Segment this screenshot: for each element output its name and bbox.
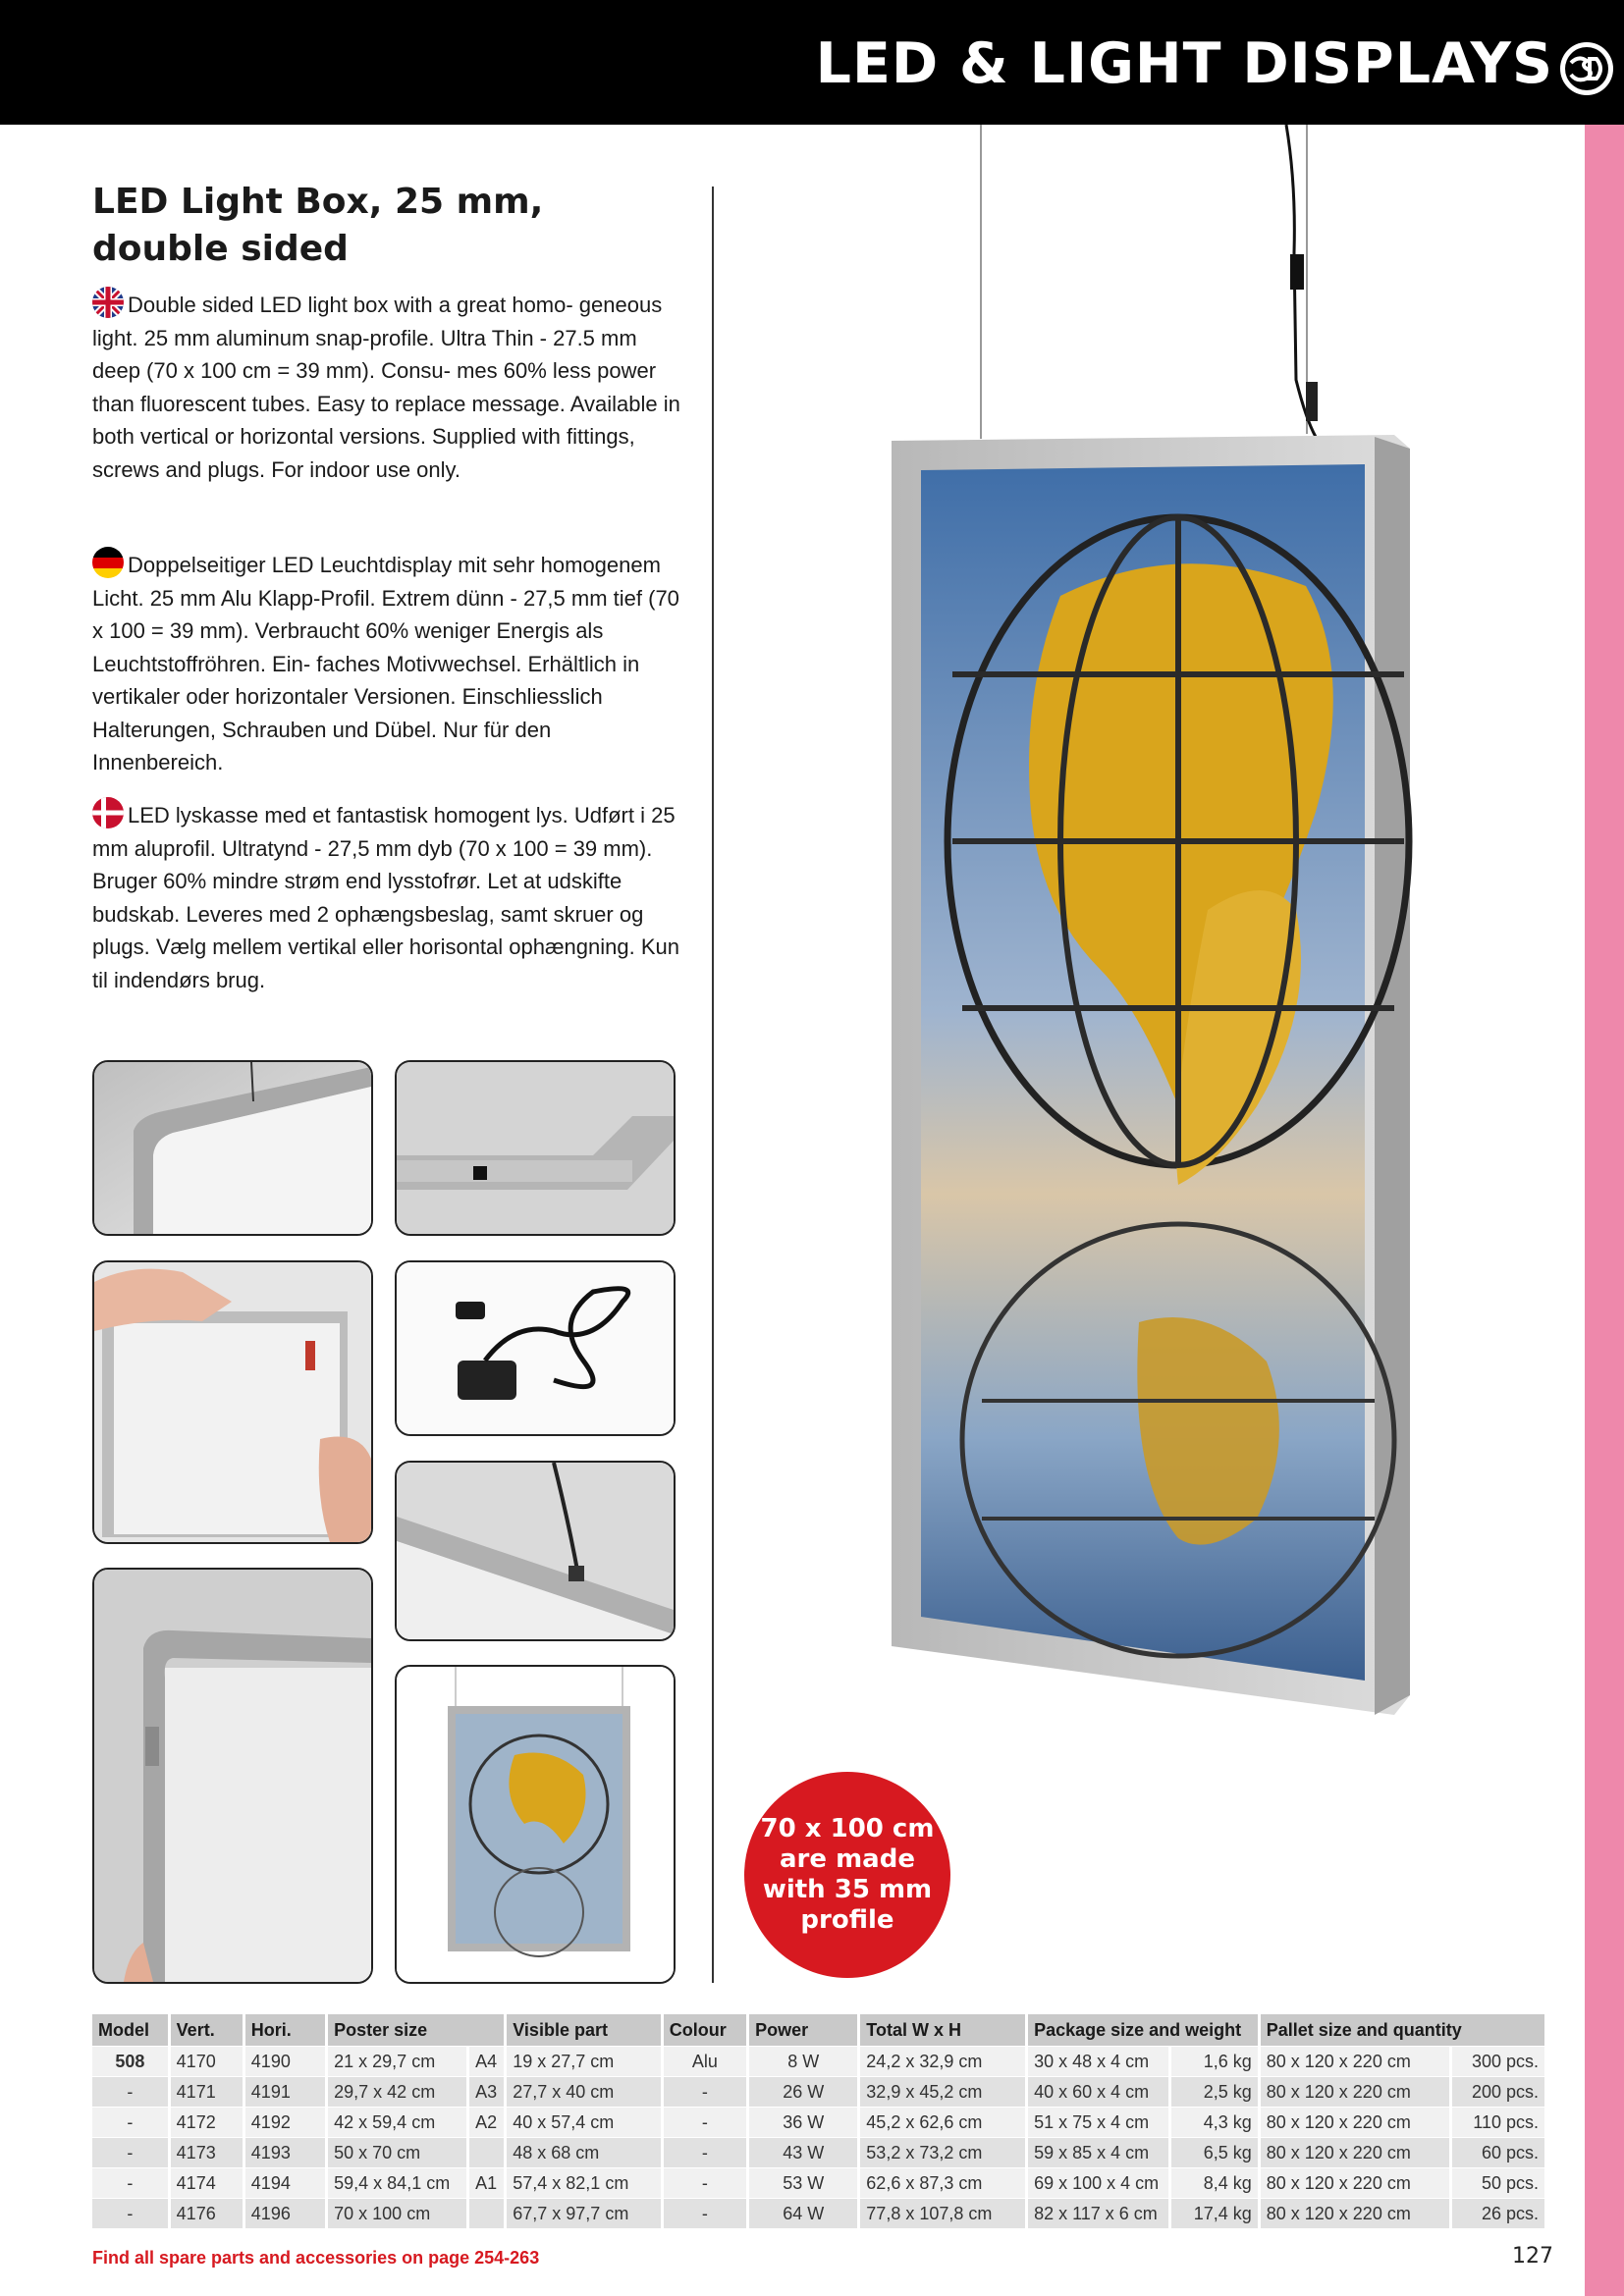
table-cell: 26 pcs.	[1451, 2199, 1546, 2229]
size-note-badge	[744, 1772, 950, 1978]
table-cell: A2	[468, 2108, 506, 2138]
table-row	[92, 2168, 1546, 2199]
table-cell: -	[662, 2168, 747, 2199]
uk-flag-icon	[92, 287, 124, 318]
table-row	[92, 2047, 1546, 2077]
table-cell: 40 x 57,4 cm	[506, 2108, 662, 2138]
table-cell: 6,5 kg	[1170, 2138, 1260, 2168]
text-de: Doppelseitiger LED Leuchtdisplay mit sehr homogenem Licht. 25 mm Alu Klapp-Profil. Extrem dünn - 27,5 mm tief (70 x 100 = 39 mm). Verbraucht 60% weniger Energis als Leuchtstoffröhren. Ein- faches Motivwechsel. Erhältlich in vertikaler oder horizontaler Versionen. Einschliesslich Halterungen, Schrauben und Dübel. Nur für den Innenbereich.	[92, 553, 679, 774]
col-header: Colour	[662, 2014, 747, 2047]
table-cell: 29,7 x 42 cm	[327, 2077, 468, 2108]
table-cell: 4192	[244, 2108, 326, 2138]
light-box-main-image	[884, 125, 1414, 1823]
table-cell: 4191	[244, 2077, 326, 2108]
table-cell: 8 W	[748, 2047, 859, 2077]
table-cell: 80 x 120 x 220 cm	[1259, 2108, 1450, 2138]
table-cell: 2,5 kg	[1170, 2077, 1260, 2108]
table-cell: 300 pcs.	[1451, 2047, 1546, 2077]
photo-frame-edge	[92, 1568, 373, 1984]
table-cell: 53,2 x 73,2 cm	[859, 2138, 1027, 2168]
table-cell	[468, 2199, 506, 2229]
table-cell: 17,4 kg	[1170, 2199, 1260, 2229]
badge-line-1: 70 x 100 cm	[760, 1814, 935, 1843]
table-cell: 80 x 120 x 220 cm	[1259, 2138, 1450, 2168]
table-cell: 24,2 x 32,9 cm	[859, 2047, 1027, 2077]
page-header-bar	[0, 0, 1624, 125]
column-divider	[712, 187, 714, 1983]
side-color-strip	[1585, 125, 1624, 2296]
german-flag-icon	[92, 547, 124, 578]
table-cell: 21 x 29,7 cm	[327, 2047, 468, 2077]
description-de	[92, 547, 681, 779]
table-cell: -	[92, 2077, 169, 2108]
table-header-row	[92, 2014, 1546, 2047]
photo-opening-frame	[92, 1260, 373, 1544]
col-header: Pallet size and quantity	[1259, 2014, 1545, 2047]
badge-line-2: are made	[780, 1844, 915, 1874]
photo-frame-corner	[92, 1060, 373, 1236]
text-en: Double sided LED light box with a great homo- geneous light. 25 mm aluminum snap-profile. Ultra Thin - 27.5 mm deep (70 x 100 cm = 39 mm). Consu- mes 60% less power than fluorescent tubes. Easy to replace message. Available in both vertical or horizontal versions. Supplied with fittings, screws and plugs. For indoor use only.	[92, 293, 680, 482]
table-cell: 57,4 x 82,1 cm	[506, 2168, 662, 2199]
table-cell: 4174	[169, 2168, 244, 2199]
table-cell: 4170	[169, 2047, 244, 2077]
table-row	[92, 2199, 1546, 2229]
table-cell: 69 x 100 x 4 cm	[1027, 2168, 1170, 2199]
table-cell: 1,6 kg	[1170, 2047, 1260, 2077]
table-cell: 64 W	[748, 2199, 859, 2229]
col-header: Total W x H	[859, 2014, 1027, 2047]
col-header: Hori.	[244, 2014, 326, 2047]
text-dk: LED lyskasse med et fantastisk homogent lys. Udført i 25 mm aluprofil. Ultratynd - 27,5 mm dyb (70 x 100 = 39 mm). Bruger 60% mindre strøm end lysstofrør. Let at udskifte budskab. Leveres med 2 ophængsbeslag, samt skruer og plugs. Vælg mellem vertikal eller horisontal ophængning. Kun til indendørs brug.	[92, 803, 679, 992]
col-header: Package size and weight	[1027, 2014, 1260, 2047]
table-cell: 60 pcs.	[1451, 2138, 1546, 2168]
page-number: 127	[1512, 2244, 1553, 2269]
table-cell: -	[92, 2108, 169, 2138]
table-cell: 82 x 117 x 6 cm	[1027, 2199, 1170, 2229]
table-cell: 53 W	[748, 2168, 859, 2199]
table-cell: 59 x 85 x 4 cm	[1027, 2138, 1170, 2168]
table-cell: -	[92, 2168, 169, 2199]
heading-line-1: LED Light Box, 25 mm,	[92, 182, 544, 222]
table-cell: 51 x 75 x 4 cm	[1027, 2108, 1170, 2138]
table-cell: 48 x 68 cm	[506, 2138, 662, 2168]
table-cell: 508	[92, 2047, 169, 2077]
table-row	[92, 2108, 1546, 2138]
table-cell: 26 W	[748, 2077, 859, 2108]
table-cell: -	[662, 2199, 747, 2229]
table-cell: -	[92, 2199, 169, 2229]
table-cell: 80 x 120 x 220 cm	[1259, 2168, 1450, 2199]
table-cell: 42 x 59,4 cm	[327, 2108, 468, 2138]
table-cell: 45,2 x 62,6 cm	[859, 2108, 1027, 2138]
photo-profile-switch	[395, 1060, 676, 1236]
table-cell: 59,4 x 84,1 cm	[327, 2168, 468, 2199]
badge-line-4: profile	[800, 1905, 894, 1935]
col-header: Model	[92, 2014, 169, 2047]
col-header: Visible part	[506, 2014, 662, 2047]
col-header: Power	[748, 2014, 859, 2047]
table-cell: 40 x 60 x 4 cm	[1027, 2077, 1170, 2108]
table-cell: 77,8 x 107,8 cm	[859, 2199, 1027, 2229]
table-cell	[468, 2138, 506, 2168]
table-cell: 19 x 27,7 cm	[506, 2047, 662, 2077]
photo-power-adapter	[395, 1260, 676, 1436]
table-cell: 4173	[169, 2138, 244, 2168]
table-cell: 4194	[244, 2168, 326, 2199]
table-cell: 80 x 120 x 220 cm	[1259, 2077, 1450, 2108]
photo-hanging-wire	[395, 1461, 676, 1641]
table-cell: -	[92, 2138, 169, 2168]
table-row	[92, 2077, 1546, 2108]
table-cell: 50 x 70 cm	[327, 2138, 468, 2168]
table-cell: 32,9 x 45,2 cm	[859, 2077, 1027, 2108]
col-header: Vert.	[169, 2014, 244, 2047]
table-cell: A3	[468, 2077, 506, 2108]
table-cell: -	[662, 2138, 747, 2168]
table-cell: 4196	[244, 2199, 326, 2229]
table-cell: 110 pcs.	[1451, 2108, 1546, 2138]
table-cell: 4,3 kg	[1170, 2108, 1260, 2138]
product-heading	[92, 179, 701, 273]
heading-line-2: double sided	[92, 229, 349, 269]
table-cell: -	[662, 2077, 747, 2108]
photo-light-box-mini	[395, 1665, 676, 1984]
col-header: Poster size	[327, 2014, 506, 2047]
footer-note: Find all spare parts and accessories on page 254-263	[92, 2248, 540, 2268]
table-cell: -	[662, 2108, 747, 2138]
danish-flag-icon	[92, 797, 124, 828]
table-cell: Alu	[662, 2047, 747, 2077]
table-cell: 80 x 120 x 220 cm	[1259, 2047, 1450, 2077]
table-cell: A4	[468, 2047, 506, 2077]
table-cell: 4172	[169, 2108, 244, 2138]
spec-table	[92, 2014, 1547, 2228]
table-cell: 4176	[169, 2199, 244, 2229]
description-en	[92, 287, 681, 486]
table-cell: 30 x 48 x 4 cm	[1027, 2047, 1170, 2077]
table-cell: 43 W	[748, 2138, 859, 2168]
table-cell: 8,4 kg	[1170, 2168, 1260, 2199]
table-row	[92, 2138, 1546, 2168]
table-cell: 4171	[169, 2077, 244, 2108]
table-cell: 62,6 x 87,3 cm	[859, 2168, 1027, 2199]
table-cell: 4190	[244, 2047, 326, 2077]
table-cell: 50 pcs.	[1451, 2168, 1546, 2199]
table-cell: 200 pcs.	[1451, 2077, 1546, 2108]
table-cell: 27,7 x 40 cm	[506, 2077, 662, 2108]
table-cell: 67,7 x 97,7 cm	[506, 2199, 662, 2229]
table-cell: 80 x 120 x 220 cm	[1259, 2199, 1450, 2229]
table-cell: A1	[468, 2168, 506, 2199]
table-cell: 70 x 100 cm	[327, 2199, 468, 2229]
badge-line-3: with 35 mm	[762, 1875, 933, 1904]
table-cell: 36 W	[748, 2108, 859, 2138]
table-cell: 4193	[244, 2138, 326, 2168]
section-title: LED & LIGHT DISPLAYS	[815, 31, 1553, 96]
description-dk	[92, 797, 681, 996]
sd-logo-icon	[1557, 39, 1616, 98]
